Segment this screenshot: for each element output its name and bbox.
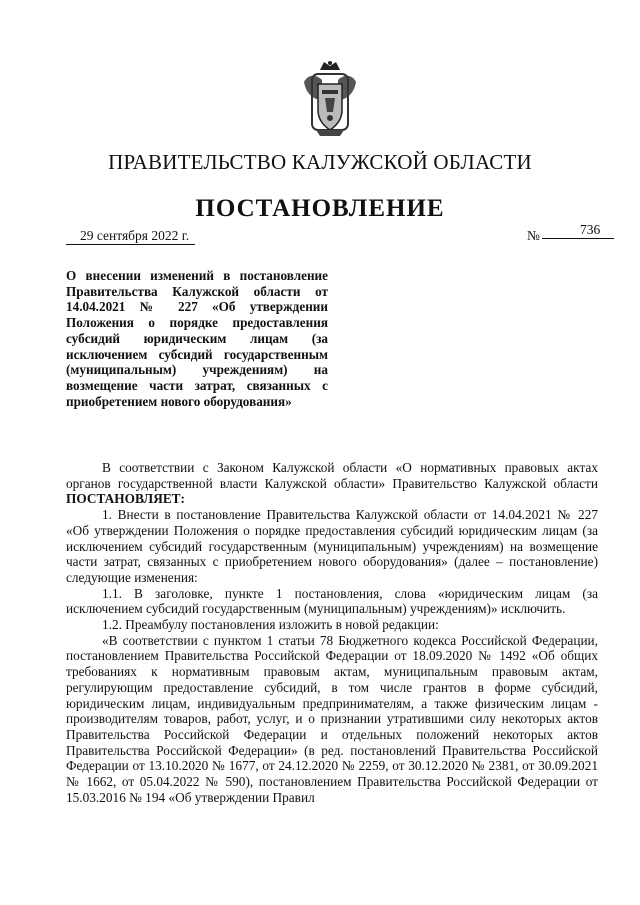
- coat-of-arms-emblem: [298, 60, 362, 140]
- intro-text: В соответствии с Законом Калужской области «О нормативных правовых актах органов государственной власти Калужской области» Правительство Калужской области: [66, 460, 598, 491]
- document-date: 29 сентября 2022 г.: [66, 228, 195, 245]
- document-number: 736: [542, 222, 614, 239]
- intro-decree-word: ПОСТАНОВЛЯЕТ:: [66, 491, 185, 507]
- document-type-heading: ПОСТАНОВЛЕНИЕ: [195, 195, 445, 222]
- body-paragraph-1-2: 1.2. Преамбулу постановления изложить в новой редакции:: [102, 617, 439, 633]
- document-number-label: №: [527, 228, 540, 243]
- document-body: [66, 460, 598, 805]
- government-title: ПРАВИТЕЛЬСТВО КАЛУЖСКОЙ ОБЛАСТИ: [108, 150, 532, 174]
- body-paragraph-1-1: 1.1. В заголовке, пункте 1 постановления, слова «юридическим лицам (за исключением субсидий государственным (муниципальным) учреждениям)» исключить.: [66, 585, 598, 617]
- body-paragraph-quote: «В соответствии с пунктом 1 статьи 78 Бюджетного кодекса Российской Федерации, постановлением Правительства Российской Федерации от 18.09.2020 № 1492 «Об общих требованиях к нормативным правовым актам, муниципальным правовым актам, регулирующим предоставление субсидий, в том числе грантов в форме субсидий, юридическим лицам, индивидуальным предпринимателям, а также физическим лицам - производителям товаров, работ, услуг, и о признании утратившими силу некоторых актов Правительства Российской Федерации и отдельных положений некоторых актов Правительства Российской Федерации» (в ред. постановлений Правительства Российской Федерации от 13.10.2020 № 1677, от 24.12.2020 № 2259, от 30.12.2020 № 2381, от 30.09.2021 № 1662, от 05.04.2022 № 590), постановлением Правительства Российской Федерации от 15.03.2016 № 194 «Об утверждении Правил: [66, 632, 598, 805]
- body-paragraph-1: 1. Внести в постановление Правительства Калужской области от 14.04.2021 № 227 «Об утверждении Положения о порядке предоставления субсидий юридическим лицам (за исключением субсидий государственным (муниципальным) учреждениям) на возмещение части затрат, связанных с приобретением нового оборудования» (далее – постановление) следующие изменения:: [66, 507, 598, 585]
- document-subject: О внесении изменений в постановление Правительства Калужской области от 14.04.2021 № 227 «Об утверждении Положения о порядке предоставления субсидий юридическим лицам (за исключением субсидий государственным (муниципальным) учреждениям) на возмещение части затрат, связанных с приобретением нового оборудования»: [66, 268, 328, 409]
- body-paragraph-intro: [66, 460, 598, 507]
